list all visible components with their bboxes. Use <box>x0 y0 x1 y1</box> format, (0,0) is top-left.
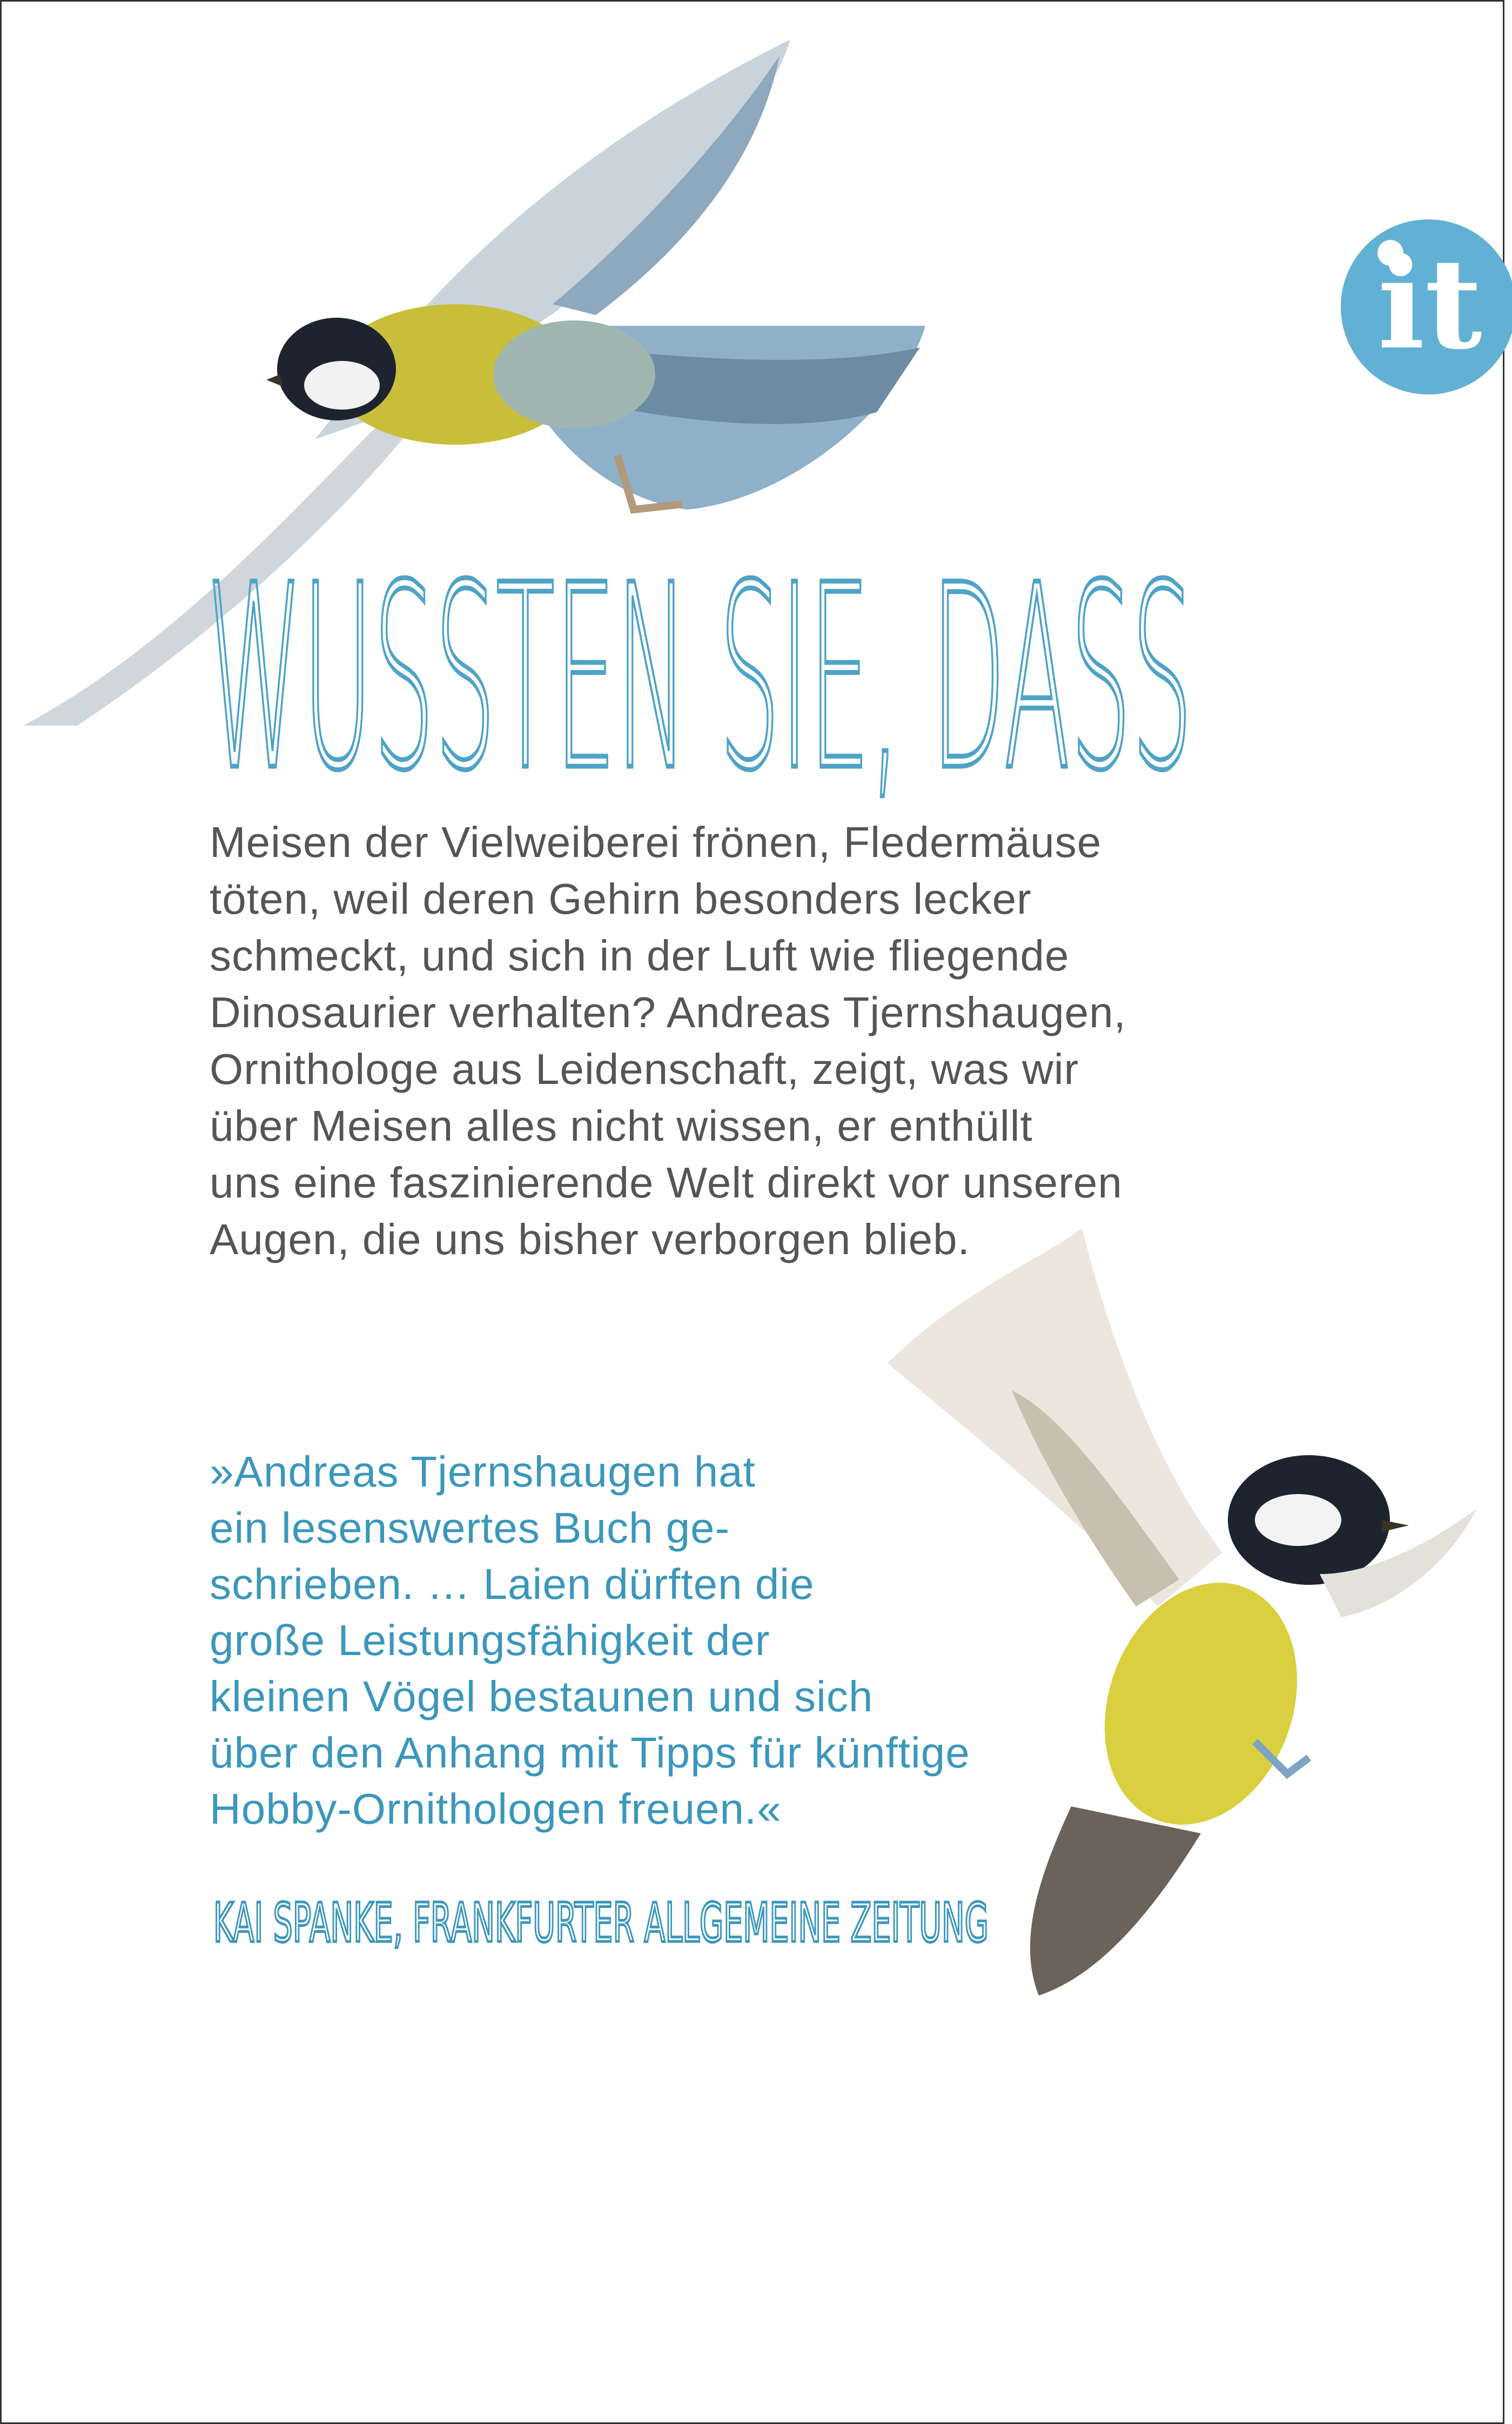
quote-line: große Leistungsfähigkeit der <box>210 1616 770 1664</box>
great-tit-photo-bottom <box>877 1228 1487 2006</box>
quote-line: Hobby-Ornithologen freuen.« <box>210 1785 782 1833</box>
quote-line: über den Anhang mit Tipps für künftige <box>210 1729 970 1777</box>
quote-line: schrieben. … Laien dürften die <box>210 1560 815 1608</box>
quote-line: »Andreas Tjernshaugen hat <box>210 1448 756 1496</box>
headline <box>207 531 1195 826</box>
quote-line: ein lesenswertes Buch ge- <box>210 1504 730 1552</box>
attribution-text: KAI SPANKE, FRANKFURTER ALLGEMEINE ZEITUNG <box>213 1891 989 1954</box>
blurb-line: Meisen der Vielweiberei frönen, Fledermäuse <box>210 818 1102 866</box>
quote-line: kleinen Vögel bestaunen und sich <box>210 1672 873 1720</box>
blurb-line: schmeckt, und sich in der Luft wie fliegende <box>210 932 1070 980</box>
headline-text: WUSSTEN SIE, DASS <box>207 531 1193 826</box>
blurb-line: töten, weil deren Gehirn besonders lecker <box>210 875 1032 923</box>
logo-text: it <box>1377 231 1482 377</box>
publisher-logo <box>1339 218 1512 396</box>
blurb-line: Dinosaurier verhalten? Andreas Tjernshaugen, <box>210 988 1126 1036</box>
blurb-line: über Meisen alles nicht wissen, er enthüllt <box>210 1102 1033 1150</box>
quote-attribution <box>213 1891 991 1954</box>
blurb-line: uns eine faszinierende Welt direkt vor unseren <box>210 1159 1123 1207</box>
blurb-line: Ornithologe aus Leidenschaft, zeigt, was wir <box>210 1045 1079 1093</box>
blurb-line: Augen, die uns bisher verborgen blieb. <box>210 1215 970 1263</box>
